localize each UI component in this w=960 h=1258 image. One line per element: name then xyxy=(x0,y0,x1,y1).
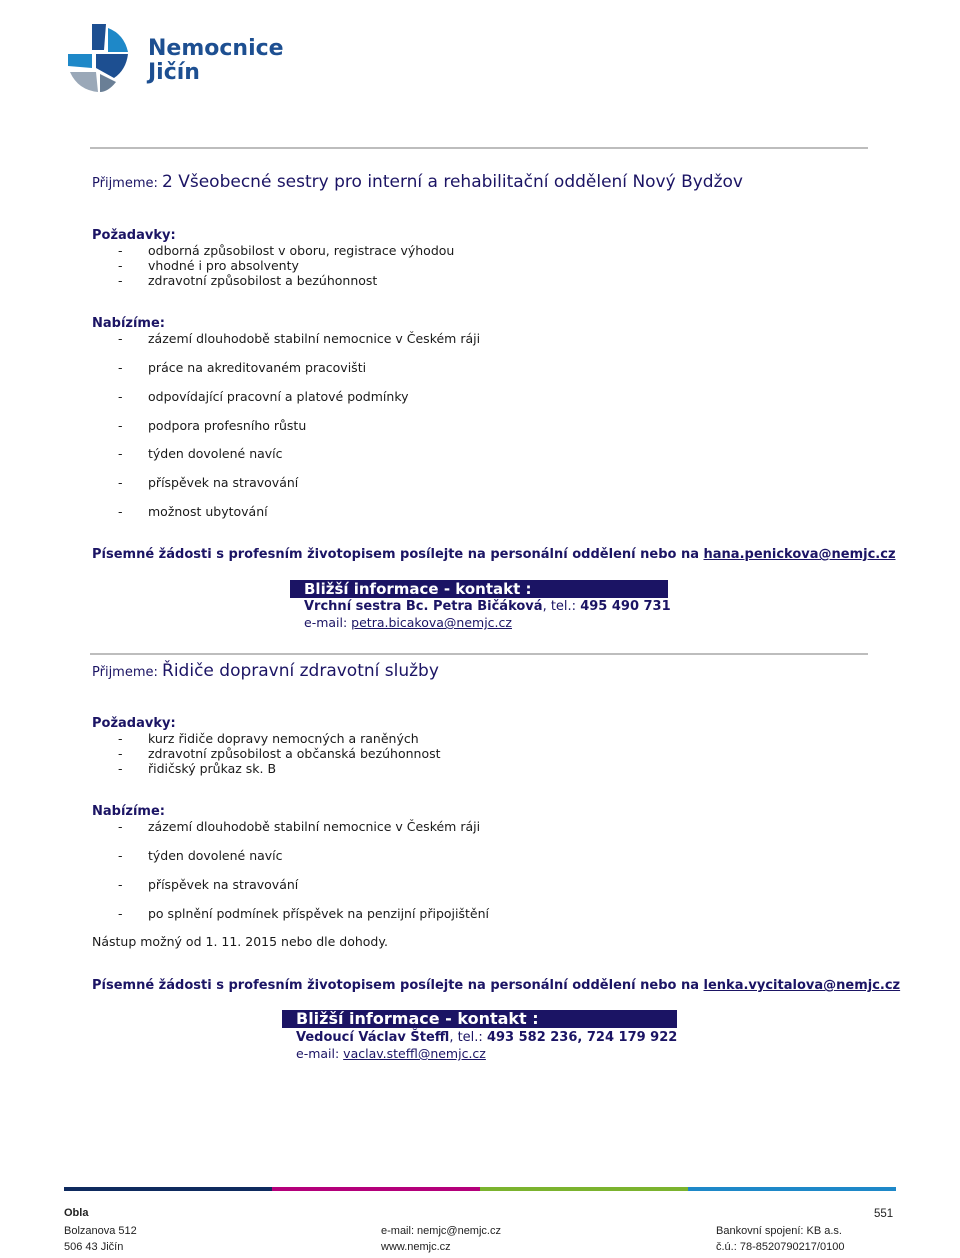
hospital-cross-logo-icon xyxy=(62,20,138,96)
footer-address-street: Bolzanova 512 xyxy=(64,1225,137,1237)
list-item: - týden dovolené navíc xyxy=(118,848,283,863)
logo xyxy=(62,20,284,96)
section-divider xyxy=(90,147,868,149)
contact-header: Bližší informace - kontakt : xyxy=(282,1010,677,1028)
offers-label: Nabízíme: xyxy=(92,804,165,819)
contact-email-line: e-mail: vaclav.steffl@nemjc.cz xyxy=(296,1046,486,1061)
list-item: - vhodné i pro absolventy xyxy=(118,258,299,273)
apply-email-link[interactable]: lenka.vycitalova@nemjc.cz xyxy=(703,978,901,993)
job-prefix: Přijmeme: xyxy=(92,176,163,191)
logo-text-line1: Nemocnice xyxy=(148,36,284,61)
footer-org: Obla xyxy=(64,1207,89,1219)
list-item: - možnost ubytování xyxy=(118,504,268,519)
footer-color-bar xyxy=(64,1187,272,1191)
page-number: 551 xyxy=(874,1208,894,1220)
footer-account: č.ú.: 78-8520790217/0100 xyxy=(716,1241,845,1253)
list-item: - odborná způsobilost v oboru, registrace výhodou xyxy=(118,243,455,258)
job-title: Řidiče dopravní zdravotní služby xyxy=(162,661,439,681)
footer-address-city: 506 43 Jičín xyxy=(64,1241,124,1253)
application-instructions: Písemné žádosti s profesním životopisem posílejte na personální oddělení nebo na hana.penickova@nemjc.cz xyxy=(92,547,896,562)
footer-bank: Bankovní spojení: KB a.s. xyxy=(716,1225,842,1237)
list-item: - řidičský průkaz sk. B xyxy=(118,761,277,776)
logo-text-line2: Jičín xyxy=(148,60,200,85)
list-item: - příspěvek na stravování xyxy=(118,877,299,892)
contact-phone: 493 582 236, 724 179 922 xyxy=(486,1030,678,1045)
requirements-label: Požadavky: xyxy=(92,228,176,243)
contact-email-line: e-mail: petra.bicakova@nemjc.cz xyxy=(304,615,512,630)
job-title-line xyxy=(92,661,439,681)
contact-email-link[interactable]: petra.bicakova@nemjc.cz xyxy=(351,615,512,630)
footer-color-bar xyxy=(688,1187,896,1191)
footer-color-bar xyxy=(480,1187,688,1191)
contact-name-line: Vedoucí Václav Šteffl, tel.: 493 582 236, 724 179 922 xyxy=(296,1030,678,1045)
section-divider xyxy=(90,653,868,655)
start-date-text: Nástup možný od 1. 11. 2015 nebo dle dohody. xyxy=(92,934,388,949)
application-instructions: Písemné žádosti s profesním životopisem posílejte na personální oddělení nebo na lenka.vycitalova@nemjc.cz xyxy=(92,978,901,993)
offers-label: Nabízíme: xyxy=(92,316,165,331)
footer-email: e-mail: nemjc@nemjc.cz xyxy=(381,1225,501,1237)
list-item: - příspěvek na stravování xyxy=(118,475,299,490)
job-title-line xyxy=(92,172,743,192)
job-title: 2 Všeobecné sestry pro interní a rehabilitační oddělení Nový Bydžov xyxy=(162,172,743,192)
list-item: - odpovídající pracovní a platové podmínky xyxy=(118,389,409,404)
list-item: - týden dovolené navíc xyxy=(118,446,283,461)
footer-color-bar xyxy=(272,1187,480,1191)
footer-website: www.nemjc.cz xyxy=(381,1241,451,1253)
list-item: - zázemí dlouhodobě stabilní nemocnice v Českém ráji xyxy=(118,819,481,834)
job-prefix: Přijmeme: xyxy=(92,665,163,680)
contact-header: Bližší informace - kontakt : xyxy=(290,580,668,598)
contact-name-line: Vrchní sestra Bc. Petra Bičáková, tel.: 495 490 731 xyxy=(304,599,671,614)
apply-email-link[interactable]: hana.penickova@nemjc.cz xyxy=(703,547,896,562)
contact-email-link[interactable]: vaclav.steffl@nemjc.cz xyxy=(343,1046,486,1061)
contact-phone: 495 490 731 xyxy=(580,599,671,614)
list-item: - zdravotní způsobilost a občanská bezúhonnost xyxy=(118,746,441,761)
list-item: - zdravotní způsobilost a bezúhonnost xyxy=(118,273,378,288)
list-item: - kurz řidiče dopravy nemocných a raněných xyxy=(118,731,419,746)
list-item: - podpora profesního růstu xyxy=(118,418,307,433)
requirements-label: Požadavky: xyxy=(92,716,176,731)
list-item: - po splnění podmínek příspěvek na penzijní připojištění xyxy=(118,906,489,921)
list-item: - práce na akreditovaném pracovišti xyxy=(118,360,367,375)
list-item: - zázemí dlouhodobě stabilní nemocnice v Českém ráji xyxy=(118,331,481,346)
